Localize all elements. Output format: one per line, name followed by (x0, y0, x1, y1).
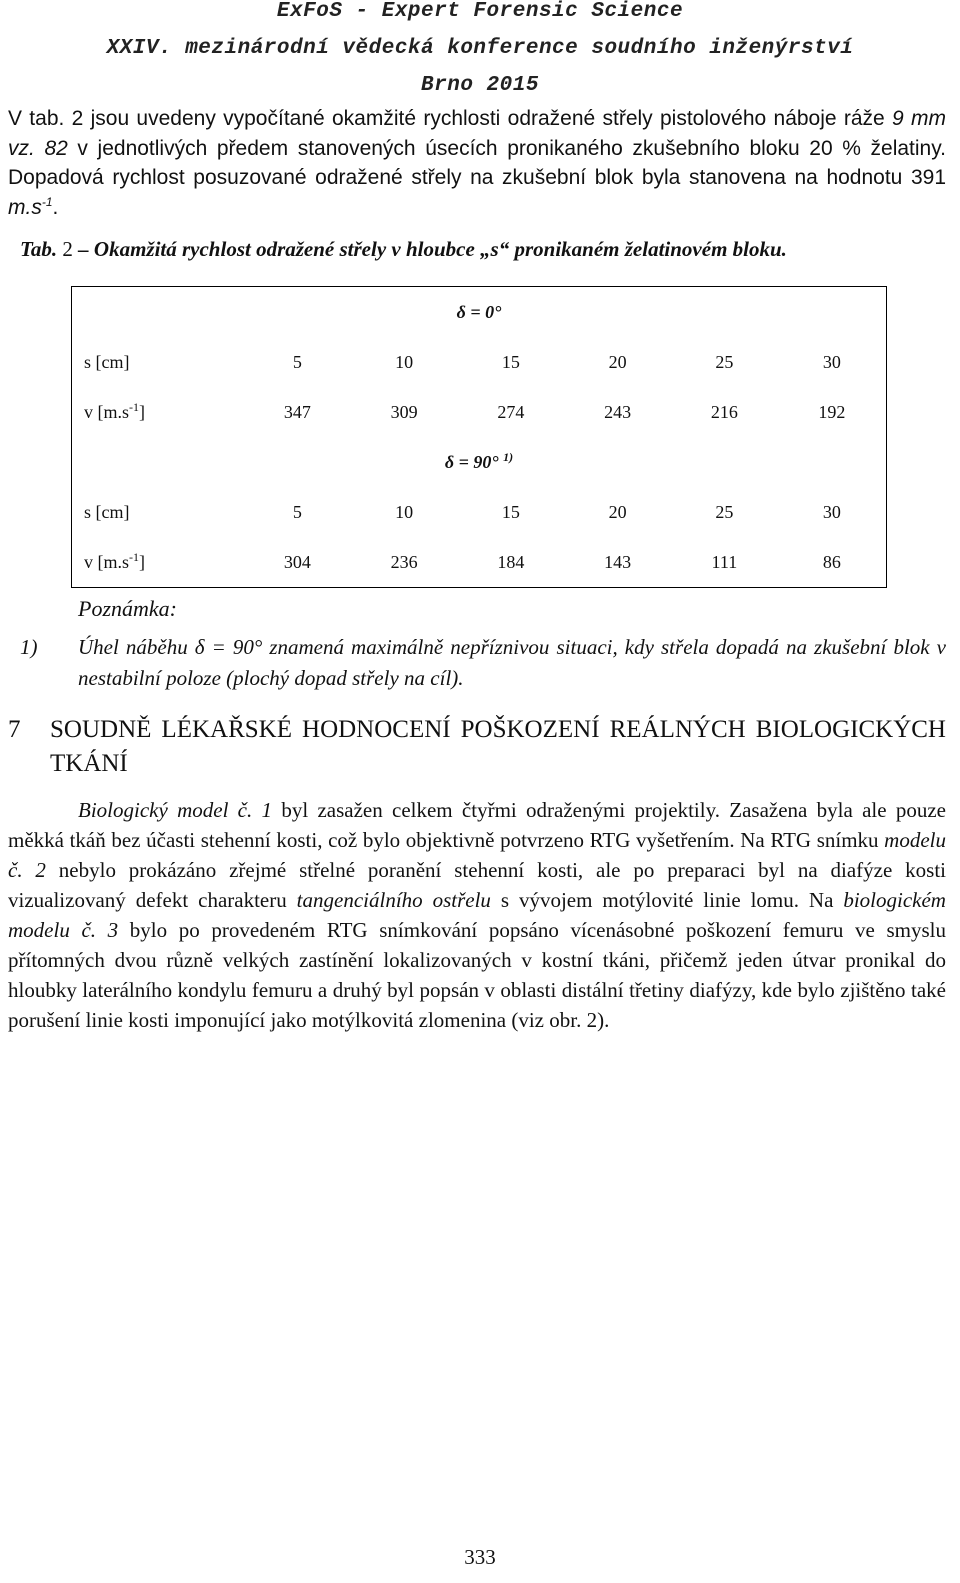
block1-heading: δ = 0° (456, 301, 502, 322)
note-item (20, 632, 946, 694)
table-cell: 236 (390, 551, 418, 572)
table-cell: 347 (283, 401, 311, 422)
table-cell: 10 (395, 351, 414, 372)
table-cell: 304 (283, 551, 311, 572)
table-cell: 25 (715, 501, 734, 522)
section-heading (8, 713, 946, 781)
table-cell: 15 (501, 501, 520, 522)
table-cell: 20 (608, 501, 627, 522)
table-cell: 143 (604, 551, 632, 572)
header-title: ExFoS - Expert Forensic Science (276, 0, 684, 23)
table-cell: 15 (501, 351, 520, 372)
table-row (72, 287, 887, 338)
body-paragraph: Biologický model č. 1 byl zasažen celkem čtyřmi odraženými projektily. Zasažena byla ale pouze měkká tkáň bez účasti stehenní kosti, což bylo objektivně potvrzeno RTG vyšetřením. Na RTG snímku modelu č. 2 nebylo prokázáno zřejmé střelné poranění stehenní kosti, ale po preparaci byl na diafýze kosti vizualizovaný defekt charakteru tangenciálního ostřelu s vývojem motýlovité linie lomu. Na biologickém modelu č. 3 bylo po provedeném RTG snímkování popsáno vícenásobné poškození femuru ve smyslu přítomných dvou různě velkých zastínění lokalizovaných v kostní tkáni, přičemž jeden útvar pronikal do hloubky laterálního kondylu femuru a druhý byl popsán v oblasti distální třetiny diafýzy, kde bylo zjištěno také porušení linie kosti imponující jako motýlkovitá zlomenina (viz obr. 2). (8, 798, 947, 1032)
table-cell: 5 (292, 351, 302, 372)
table-cell: 243 (604, 401, 632, 422)
table-cell: 25 (715, 351, 734, 372)
section-number: 7 (8, 716, 21, 743)
table-cell: 216 (710, 401, 738, 422)
table-cell: 192 (818, 401, 846, 422)
page-number: 333 (464, 1545, 496, 1569)
block2-heading: δ = 90° $^{1)}$ (444, 449, 514, 472)
table-cell: 184 (497, 551, 525, 572)
header-conference: XXIV. mezinárodní vědecká konference soudního inženýrství (106, 37, 854, 60)
table-cell: 20 (608, 351, 627, 372)
v-label: v $[m.s^{-1}]$ (84, 549, 145, 572)
table-caption: Tab. 2 – Okamžitá rychlost odražené střely v hloubce „s“ pronikaném želatinovém bloku. (20, 237, 787, 261)
table-row (72, 437, 887, 487)
table-row (72, 487, 887, 537)
table-row (72, 537, 887, 588)
v-label: v $[m.s^{-1}]$ (84, 399, 145, 422)
intro-paragraph: V tab. 2 jsou uvedeny vypočítané okamžité rychlosti odražené střely pistolového náboje ráže 9 mm vz. 82 v jednotlivých předem stanovených úsecích pronikaného zkušebního bloku 20 % želatiny. Dopadová rychlost posuzované odražené střely na zkušební blok byla stanovena na hodnotu 391 $m.s^{-1}$. (8, 107, 946, 219)
table-cell: 274 (497, 401, 525, 422)
table-row (72, 387, 887, 437)
table-cell: 309 (390, 401, 418, 422)
table-row (72, 337, 887, 387)
table-cell: 30 (822, 501, 841, 522)
note-heading: Poznámka: (78, 596, 177, 621)
table-cell: 86 (822, 551, 841, 572)
table-cell: 111 (711, 551, 738, 572)
s-label: s [cm] (84, 501, 130, 522)
header-place-year: Brno 2015 (421, 74, 539, 97)
table-cell: 10 (395, 501, 414, 522)
section-title: SOUDNĚ LÉKAŘSKÉ HODNOCENÍ POŠKOZENÍ REÁLNÝCH BIOLOGICKÝCH TKÁNÍ (50, 716, 946, 777)
velocity-table (71, 286, 887, 588)
note-number: 1) (20, 635, 38, 659)
table-cell: 5 (292, 501, 302, 522)
note-text: Úhel náběhu δ = 90° znamená maximálně nepříznivou situaci, kdy střela dopadá na zkušební blok v nestabilní poloze (plochý dopad střely na cíl). (78, 635, 946, 690)
table-cell: 30 (822, 351, 841, 372)
s-label: s [cm] (84, 351, 130, 372)
